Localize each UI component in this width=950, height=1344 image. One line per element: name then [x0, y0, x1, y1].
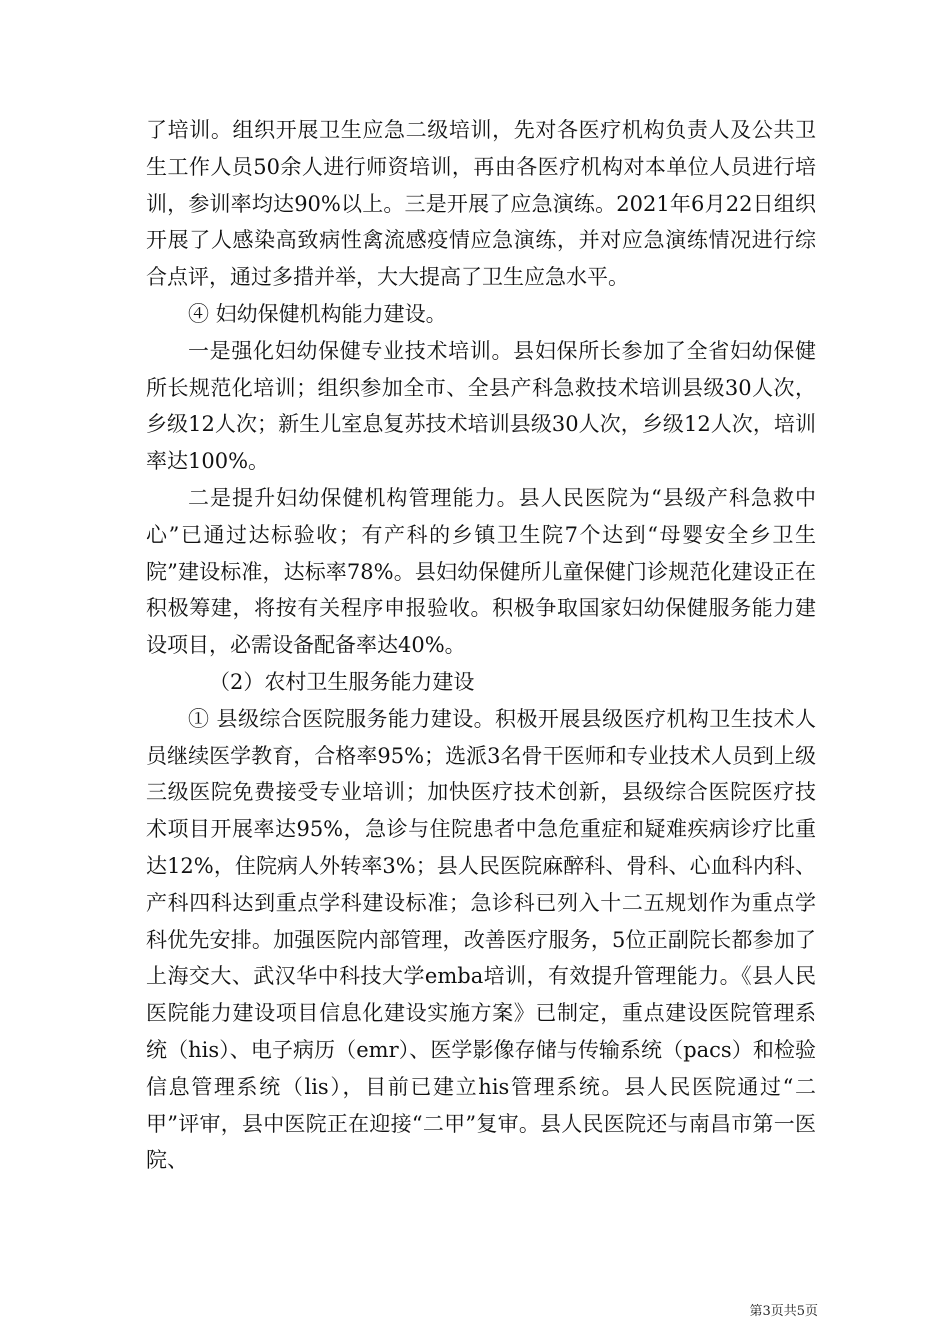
heading-maternal-child-health: ④ 妇幼保健机构能力建设。 [188, 301, 447, 326]
paragraph-training-continued: 了培训。组织开展卫生应急二级培训，先对各医疗机构负责人及公共卫生工作人员50余人进行师资培训，再由各医疗机构对本单位人员进行培训，参训率均达90%以上。三是开展了应急演练。2021年6月22日组织开展了人感染高致病性禽流感疫情应急演练，并对应急演练情况进行综合点评，通过多措并举，大大提高了卫生应急水平。 [146, 118, 816, 290]
heading-rural-health-service: （2）农村卫生服务能力建设 [209, 669, 475, 694]
paragraph-professional-training: 一是强化妇幼保健专业技术培训。县妇保所长参加了全省妇幼保健所长规范化培训；组织参加全市、全县产科急救技术培训县级30人次，乡级12人次；新生儿室息复苏技术培训县级30人次，乡级12人次，培训率达100%。 [146, 338, 816, 474]
paragraph-management-capacity: 二是提升妇幼保健机构管理能力。县人民医院为“县级产科急救中心”已通过达标验收；有产科的乡镇卫生院7个达到“母婴安全乡卫生院”建设标准，达标率78%。县妇幼保健所儿童保健门诊规范化建设正在积极筹建，将按有关程序申报验收。积极争取国家妇幼保健服务能力建设项目，必需设备配备率达40%。 [146, 485, 816, 658]
paragraph-county-hospital: ① 县级综合医院服务能力建设。积极开展县级医疗机构卫生技术人员继续医学教育，合格率95%；选派3名骨干医师和专业技术人员到上级三级医院免费接受专业培训；加快医疗技术创新，县级综合医院医疗技术项目开展率达95%，急诊与住院患者中急危重症和疑难疾病诊疗比重达12%，住院病人外转率3%；县人民医院麻醉科、骨科、心血科内科、产科四科达到重点学科建设标准；急诊科已列入十二五规划作为重点学科优先安排。加强医院内部管理，改善医疗服务，5位正副院长都参加了上海交大、武汉华中科技大学emba培训，有效提升管理能力。《县人民医院能力建设项目信息化建设实施方案》已制定，重点建设医院管理系统（his）、电子病历（emr）、医学影像存储与传输系统（pacs）和检验信息管理系统（lis），目前已建立his管理系统。县人民医院通过“二甲”评审，县中医院正在迎接“二甲”复审。县人民医院还与南昌市第一医院、 [146, 706, 816, 1173]
document-body [146, 112, 816, 1179]
page-number-footer: 第3页共5页 [749, 1304, 818, 1319]
